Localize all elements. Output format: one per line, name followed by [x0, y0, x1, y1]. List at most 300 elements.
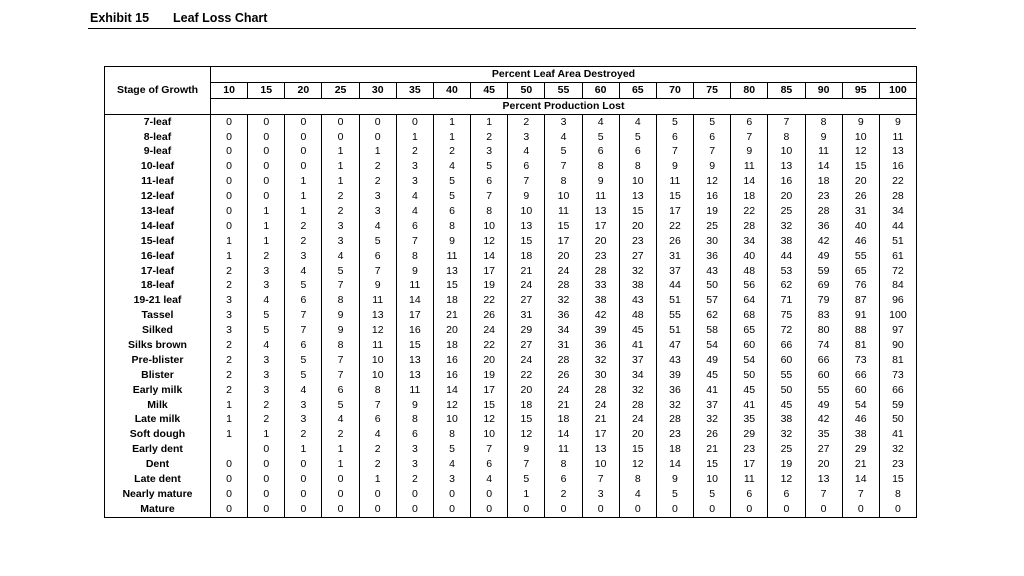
value-cell: 24: [508, 353, 545, 368]
table-row: [105, 472, 917, 487]
value-cell: 9: [508, 442, 545, 457]
value-cell: 13: [879, 144, 916, 159]
value-cell: 4: [619, 114, 656, 129]
value-cell: 1: [248, 427, 285, 442]
value-cell: 0: [396, 114, 433, 129]
value-cell: 55: [842, 249, 879, 264]
value-cell: 20: [619, 219, 656, 234]
value-cell: 61: [879, 249, 916, 264]
value-cell: 1: [508, 487, 545, 502]
value-cell: 13: [805, 472, 842, 487]
value-cell: 4: [248, 338, 285, 353]
value-cell: 16: [396, 323, 433, 338]
value-cell: 44: [656, 278, 693, 293]
value-cell: 26: [842, 189, 879, 204]
column-header: 45: [471, 82, 508, 98]
value-cell: 2: [322, 427, 359, 442]
value-cell: 5: [508, 472, 545, 487]
value-cell: 40: [842, 219, 879, 234]
value-cell: 0: [248, 472, 285, 487]
value-cell: 0: [285, 159, 322, 174]
value-cell: 0: [248, 130, 285, 145]
value-cell: 3: [248, 353, 285, 368]
value-cell: 57: [694, 293, 731, 308]
value-cell: 32: [694, 412, 731, 427]
value-cell: 0: [359, 130, 396, 145]
value-cell: 21: [842, 457, 879, 472]
value-cell: 0: [322, 487, 359, 502]
table-row: [105, 412, 917, 427]
value-cell: 9: [842, 114, 879, 129]
value-cell: 1: [471, 114, 508, 129]
value-cell: 8: [805, 114, 842, 129]
value-cell: 0: [471, 502, 508, 517]
value-cell: 30: [582, 368, 619, 383]
value-cell: 2: [359, 174, 396, 189]
value-cell: 0: [359, 114, 396, 129]
value-cell: 71: [768, 293, 805, 308]
value-cell: 12: [471, 234, 508, 249]
value-cell: 20: [508, 383, 545, 398]
value-cell: 43: [656, 353, 693, 368]
value-cell: 34: [619, 368, 656, 383]
value-cell: 7: [285, 323, 322, 338]
value-cell: 15: [508, 412, 545, 427]
value-cell: 9: [694, 159, 731, 174]
value-cell: 2: [471, 130, 508, 145]
value-cell: 1: [322, 442, 359, 457]
value-cell: 6: [656, 130, 693, 145]
column-header: 95: [842, 82, 879, 98]
stage-of-growth-header: Stage of Growth: [105, 67, 211, 115]
value-cell: 6: [396, 427, 433, 442]
value-cell: 81: [842, 338, 879, 353]
table-row: [105, 130, 917, 145]
value-cell: 44: [879, 219, 916, 234]
value-cell: 16: [879, 159, 916, 174]
value-cell: 5: [433, 174, 470, 189]
value-cell: 2: [248, 249, 285, 264]
stage-cell: Pre-blister: [105, 353, 211, 368]
value-cell: 6: [731, 114, 768, 129]
value-cell: 6: [359, 412, 396, 427]
value-cell: 50: [768, 383, 805, 398]
value-cell: 31: [545, 338, 582, 353]
value-cell: 0: [471, 487, 508, 502]
value-cell: 49: [805, 249, 842, 264]
value-cell: 66: [879, 383, 916, 398]
table-row: [105, 502, 917, 517]
value-cell: 5: [545, 144, 582, 159]
value-cell: 0: [285, 114, 322, 129]
value-cell: 31: [656, 249, 693, 264]
value-cell: 10: [471, 219, 508, 234]
value-cell: 13: [396, 368, 433, 383]
value-cell: 6: [359, 249, 396, 264]
value-cell: 10: [768, 144, 805, 159]
value-cell: 0: [359, 487, 396, 502]
value-cell: 4: [285, 264, 322, 279]
value-cell: 72: [768, 323, 805, 338]
value-cell: 18: [433, 293, 470, 308]
value-cell: 10: [694, 472, 731, 487]
value-cell: 0: [768, 502, 805, 517]
value-cell: 47: [656, 338, 693, 353]
value-cell: 42: [582, 308, 619, 323]
stage-cell: 10-leaf: [105, 159, 211, 174]
value-cell: 8: [545, 457, 582, 472]
value-cell: 42: [805, 234, 842, 249]
value-cell: 79: [805, 293, 842, 308]
value-cell: 3: [359, 204, 396, 219]
table-row: [105, 234, 917, 249]
value-cell: 32: [656, 398, 693, 413]
value-cell: 1: [433, 114, 470, 129]
value-cell: 34: [731, 234, 768, 249]
value-cell: 5: [322, 398, 359, 413]
value-cell: 51: [656, 323, 693, 338]
value-cell: 9: [359, 278, 396, 293]
value-cell: 5: [285, 278, 322, 293]
value-cell: 39: [656, 368, 693, 383]
value-cell: 11: [731, 472, 768, 487]
value-cell: 3: [211, 323, 248, 338]
value-cell: 96: [879, 293, 916, 308]
column-header: 25: [322, 82, 359, 98]
table-row: [105, 323, 917, 338]
stage-cell: 19-21 leaf: [105, 293, 211, 308]
value-cell: 10: [359, 353, 396, 368]
value-cell: 3: [433, 472, 470, 487]
value-cell: 28: [656, 412, 693, 427]
value-cell: 14: [545, 427, 582, 442]
table-row: [105, 368, 917, 383]
value-cell: 60: [805, 368, 842, 383]
value-cell: 8: [396, 412, 433, 427]
value-cell: 0: [248, 502, 285, 517]
value-cell: 15: [842, 159, 879, 174]
value-cell: 66: [768, 338, 805, 353]
value-cell: 76: [842, 278, 879, 293]
column-header: 85: [768, 82, 805, 98]
value-cell: 0: [248, 189, 285, 204]
stage-cell: Silks brown: [105, 338, 211, 353]
value-cell: 32: [582, 353, 619, 368]
value-cell: 13: [359, 308, 396, 323]
value-cell: 20: [842, 174, 879, 189]
value-cell: 6: [694, 130, 731, 145]
stage-cell: 16-leaf: [105, 249, 211, 264]
value-cell: 1: [211, 234, 248, 249]
value-cell: 45: [731, 383, 768, 398]
value-cell: 38: [619, 278, 656, 293]
value-cell: 1: [285, 189, 322, 204]
value-cell: 15: [545, 219, 582, 234]
value-cell: 16: [694, 189, 731, 204]
value-cell: 29: [731, 427, 768, 442]
column-header: 40: [433, 82, 470, 98]
value-cell: 5: [471, 159, 508, 174]
value-cell: 0: [842, 502, 879, 517]
value-cell: 27: [508, 338, 545, 353]
value-cell: 17: [582, 219, 619, 234]
value-cell: 21: [433, 308, 470, 323]
value-cell: 9: [656, 159, 693, 174]
table-row: [105, 487, 917, 502]
value-cell: 10: [582, 457, 619, 472]
value-cell: 97: [879, 323, 916, 338]
value-cell: 5: [285, 353, 322, 368]
value-cell: 15: [396, 338, 433, 353]
value-cell: 88: [842, 323, 879, 338]
value-cell: 7: [694, 144, 731, 159]
value-cell: 0: [285, 130, 322, 145]
value-cell: 14: [842, 472, 879, 487]
value-cell: 4: [619, 487, 656, 502]
table-row: [105, 278, 917, 293]
value-cell: 7: [842, 487, 879, 502]
value-cell: 2: [359, 442, 396, 457]
stage-cell: 18-leaf: [105, 278, 211, 293]
value-cell: 2: [248, 398, 285, 413]
value-cell: 14: [433, 383, 470, 398]
value-cell: 3: [508, 130, 545, 145]
value-cell: 14: [471, 249, 508, 264]
value-cell: 15: [619, 442, 656, 457]
value-cell: 13: [508, 219, 545, 234]
value-cell: 18: [433, 338, 470, 353]
value-cell: 32: [879, 442, 916, 457]
value-cell: 4: [285, 383, 322, 398]
value-cell: 15: [619, 204, 656, 219]
stage-cell: Late milk: [105, 412, 211, 427]
column-header: 60: [582, 82, 619, 98]
value-cell: 0: [805, 502, 842, 517]
value-cell: 6: [285, 338, 322, 353]
value-cell: 7: [582, 472, 619, 487]
column-header: 35: [396, 82, 433, 98]
value-cell: 87: [842, 293, 879, 308]
column-header: 100: [879, 82, 916, 98]
value-cell: 36: [582, 338, 619, 353]
value-cell: 0: [322, 114, 359, 129]
value-cell: 50: [731, 368, 768, 383]
value-cell: 37: [656, 264, 693, 279]
value-cell: 14: [731, 174, 768, 189]
value-cell: 6: [768, 487, 805, 502]
value-cell: 0: [211, 219, 248, 234]
value-cell: 19: [694, 204, 731, 219]
value-cell: 15: [656, 189, 693, 204]
value-cell: 49: [694, 353, 731, 368]
value-cell: 3: [545, 114, 582, 129]
value-cell: 65: [842, 264, 879, 279]
value-cell: 24: [582, 398, 619, 413]
percent-leaf-area-header: Percent Leaf Area Destroyed: [211, 67, 917, 83]
value-cell: 0: [582, 502, 619, 517]
value-cell: 26: [545, 368, 582, 383]
value-cell: 48: [619, 308, 656, 323]
value-cell: 28: [582, 264, 619, 279]
value-cell: 29: [508, 323, 545, 338]
value-cell: 10: [433, 412, 470, 427]
value-cell: 17: [471, 383, 508, 398]
value-cell: 42: [805, 412, 842, 427]
value-cell: 3: [322, 219, 359, 234]
value-cell: 2: [508, 114, 545, 129]
value-cell: 60: [731, 338, 768, 353]
value-cell: 6: [322, 383, 359, 398]
value-cell: 54: [842, 398, 879, 413]
stage-cell: 7-leaf: [105, 114, 211, 129]
stage-cell: Dent: [105, 457, 211, 472]
value-cell: 24: [619, 412, 656, 427]
stage-cell: 12-leaf: [105, 189, 211, 204]
value-cell: 54: [694, 338, 731, 353]
leaf-loss-table: [104, 66, 917, 518]
column-header: 55: [545, 82, 582, 98]
value-cell: 23: [582, 249, 619, 264]
value-cell: 4: [248, 293, 285, 308]
value-cell: 2: [211, 278, 248, 293]
value-cell: 0: [396, 487, 433, 502]
value-cell: 1: [248, 234, 285, 249]
value-cell: 22: [879, 174, 916, 189]
value-cell: 2: [211, 338, 248, 353]
value-cell: 1: [285, 174, 322, 189]
value-cell: 10: [842, 130, 879, 145]
value-cell: 80: [805, 323, 842, 338]
value-cell: 28: [731, 219, 768, 234]
value-cell: 17: [656, 204, 693, 219]
value-cell: 1: [211, 427, 248, 442]
value-cell: 1: [248, 219, 285, 234]
value-cell: 11: [396, 278, 433, 293]
value-cell: 55: [656, 308, 693, 323]
table-row: [105, 308, 917, 323]
value-cell: 13: [582, 204, 619, 219]
table-row: [105, 293, 917, 308]
value-cell: 20: [545, 249, 582, 264]
value-cell: 3: [396, 174, 433, 189]
value-cell: 25: [694, 219, 731, 234]
value-cell: 5: [619, 130, 656, 145]
value-cell: 11: [359, 293, 396, 308]
table-row: [105, 264, 917, 279]
value-cell: 5: [694, 487, 731, 502]
header-row-sub: [105, 98, 917, 114]
value-cell: 5: [359, 234, 396, 249]
value-cell: 12: [433, 398, 470, 413]
table-row: [105, 159, 917, 174]
value-cell: 3: [285, 249, 322, 264]
value-cell: 1: [248, 204, 285, 219]
stage-cell: Early dent: [105, 442, 211, 457]
value-cell: 5: [322, 264, 359, 279]
value-cell: 0: [285, 472, 322, 487]
value-cell: 3: [248, 368, 285, 383]
stage-cell: Late dent: [105, 472, 211, 487]
value-cell: 11: [582, 189, 619, 204]
value-cell: 81: [879, 353, 916, 368]
value-cell: 3: [285, 398, 322, 413]
value-cell: 60: [842, 383, 879, 398]
value-cell: 2: [211, 383, 248, 398]
value-cell: 36: [545, 308, 582, 323]
value-cell: 16: [433, 368, 470, 383]
value-cell: 2: [322, 204, 359, 219]
value-cell: 18: [508, 398, 545, 413]
value-cell: 17: [471, 264, 508, 279]
value-cell: 2: [211, 264, 248, 279]
value-cell: 5: [582, 130, 619, 145]
value-cell: 0: [211, 159, 248, 174]
value-cell: 9: [433, 234, 470, 249]
value-cell: 39: [582, 323, 619, 338]
value-cell: 46: [842, 234, 879, 249]
value-cell: 0: [211, 472, 248, 487]
value-cell: 18: [545, 412, 582, 427]
value-cell: 12: [359, 323, 396, 338]
value-cell: 10: [471, 427, 508, 442]
value-cell: 2: [359, 457, 396, 472]
value-cell: 7: [322, 368, 359, 383]
value-cell: 35: [731, 412, 768, 427]
value-cell: 5: [248, 323, 285, 338]
value-cell: 51: [879, 234, 916, 249]
value-cell: 8: [619, 472, 656, 487]
value-cell: 0: [211, 114, 248, 129]
value-cell: 4: [582, 114, 619, 129]
value-cell: 20: [768, 189, 805, 204]
value-cell: 9: [879, 114, 916, 129]
stage-cell: 13-leaf: [105, 204, 211, 219]
value-cell: 30: [694, 234, 731, 249]
value-cell: 1: [359, 472, 396, 487]
value-cell: 4: [396, 189, 433, 204]
value-cell: 20: [805, 457, 842, 472]
value-cell: 45: [768, 398, 805, 413]
value-cell: 1: [433, 130, 470, 145]
value-cell: 56: [731, 278, 768, 293]
value-cell: 4: [433, 457, 470, 472]
value-cell: 0: [285, 502, 322, 517]
value-cell: 12: [471, 412, 508, 427]
value-cell: 75: [768, 308, 805, 323]
value-cell: 0: [322, 502, 359, 517]
value-cell: 9: [582, 174, 619, 189]
value-cell: 7: [471, 189, 508, 204]
value-cell: 4: [359, 427, 396, 442]
stage-cell: Tassel: [105, 308, 211, 323]
value-cell: 1: [396, 130, 433, 145]
value-cell: 22: [508, 368, 545, 383]
value-cell: 8: [768, 130, 805, 145]
value-cell: 12: [842, 144, 879, 159]
value-cell: 38: [768, 234, 805, 249]
value-cell: 73: [879, 368, 916, 383]
column-header: 65: [619, 82, 656, 98]
value-cell: 11: [805, 144, 842, 159]
value-cell: 1: [211, 249, 248, 264]
stage-cell: Soft dough: [105, 427, 211, 442]
value-cell: 6: [433, 204, 470, 219]
value-cell: 25: [768, 442, 805, 457]
value-cell: 0: [396, 502, 433, 517]
value-cell: 27: [805, 442, 842, 457]
value-cell: 23: [731, 442, 768, 457]
stage-cell: Milk: [105, 398, 211, 413]
